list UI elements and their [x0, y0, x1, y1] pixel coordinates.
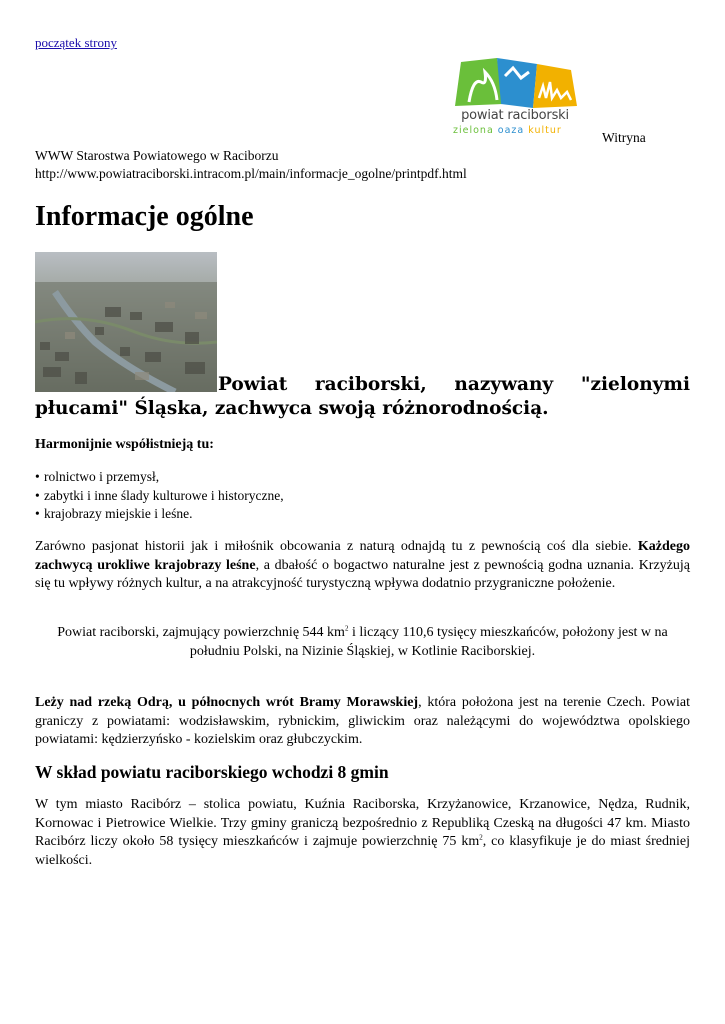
- paragraph-bold-text: Leży nad rzeką Odrą, u północnych wrót Bramy Morawskiej: [35, 695, 419, 710]
- superscript: 2: [479, 833, 483, 842]
- lead-heading-line-2: płucami" Śląska, zachwyca swoją różnorodnością.: [35, 398, 549, 419]
- aerial-city-photo: [35, 252, 217, 392]
- paragraph-text: , a dbałość o bogactwo naturalne jest z pewnością godna uznania. Krzyżują się tu wpływy różnych kultur, a na atrakcyjność turystyczną wpływa dodatnio przygraniczne położenie.: [35, 557, 690, 591]
- logo-tagline-word: zielona: [453, 125, 494, 136]
- paragraph-text: i liczący 110,6 tysięcy mieszkańców, położony jest w na południu Polski, na Nizinie Śląskiej, w Kotlinie Raciborskiej.: [189, 625, 668, 659]
- paragraph-text: , która położona jest na terenie Czech. Powiat graniczy z powiatami: wodzisławskim, rybnickim, gliwickim oraz należącymi do województwa opolskiego powiatami: kędzierzyńsko - kozielskim oraz głubczyckim.: [35, 695, 690, 747]
- section-label: Harmonijnie współistnieją tu:: [35, 437, 214, 452]
- section-heading-gminy: W skład powiatu raciborskiego wchodzi 8 gmin: [35, 762, 389, 782]
- powiat-raciborski-logo: [451, 56, 579, 140]
- paragraph-bold-text: Każdego zachwycą urokliwe krajobrazy leśne: [35, 539, 690, 573]
- list-item-text: krajobrazy miejskie i leśne.: [44, 506, 193, 521]
- lead-heading-line-1: Powiat raciborski, nazywany "zielonymi: [218, 374, 690, 395]
- paragraph-text: W tym miasto Racibórz – stolica powiatu, Kuźnia Raciborska, Krzyżanowice, Krzanowice, Nędza, Rudnik, Kornowac i Pietrowice Wielkie. Trzy gminy graniczą bezpośrednio z Republiką Czeską na długości 47 km. Miasto Racibórz liczy około 58 tysięcy mieszkańców i zajmuje powierzchnię 75 km: [35, 797, 690, 849]
- logo-tagline-word: kultur: [528, 125, 562, 136]
- logo-tagline: [453, 125, 581, 136]
- paragraph-text: Powiat raciborski, zajmujący powierzchnię 544 km: [57, 625, 345, 640]
- bullet-list: [35, 468, 284, 524]
- superscript: 2: [344, 624, 349, 633]
- logo-tagline-word: oaza: [497, 125, 525, 136]
- bullet-icon: •: [35, 506, 40, 521]
- paragraph-intro: [35, 538, 690, 594]
- witryna-label: Witryna: [602, 130, 646, 145]
- paragraph-borders: [35, 694, 690, 750]
- list-item: [35, 468, 284, 487]
- list-item-text: rolnictwo i przemysł,: [44, 469, 160, 484]
- bullet-icon: •: [35, 469, 40, 484]
- top-of-page-link[interactable]: początek strony: [35, 35, 117, 50]
- paragraph-location: [35, 624, 690, 661]
- list-item: [35, 487, 284, 506]
- page-title: Informacje ogólne: [35, 201, 254, 232]
- paragraph-text: Zarówno pasjonat historii jak i miłośnik obcowania z naturą odnajdą tu z pewnością coś dla siebie.: [35, 539, 632, 554]
- paragraph-gminy: [35, 796, 690, 870]
- paragraph-text: , co klasyfikuje je do miast średniej wielkości.: [35, 834, 690, 868]
- list-item: [35, 505, 284, 524]
- logo-brand-text: powiat raciborski: [461, 108, 569, 123]
- page-url: http://www.powiatraciborski.intracom.pl/main/informacje_ogolne/printpdf.html: [35, 166, 467, 181]
- site-name: WWW Starostwa Powiatowego w Raciborzu: [35, 148, 279, 163]
- list-item-text: zabytki i inne ślady kulturowe i historyczne,: [44, 487, 284, 503]
- logo-emblem: [451, 56, 579, 112]
- bullet-icon: •: [35, 487, 40, 503]
